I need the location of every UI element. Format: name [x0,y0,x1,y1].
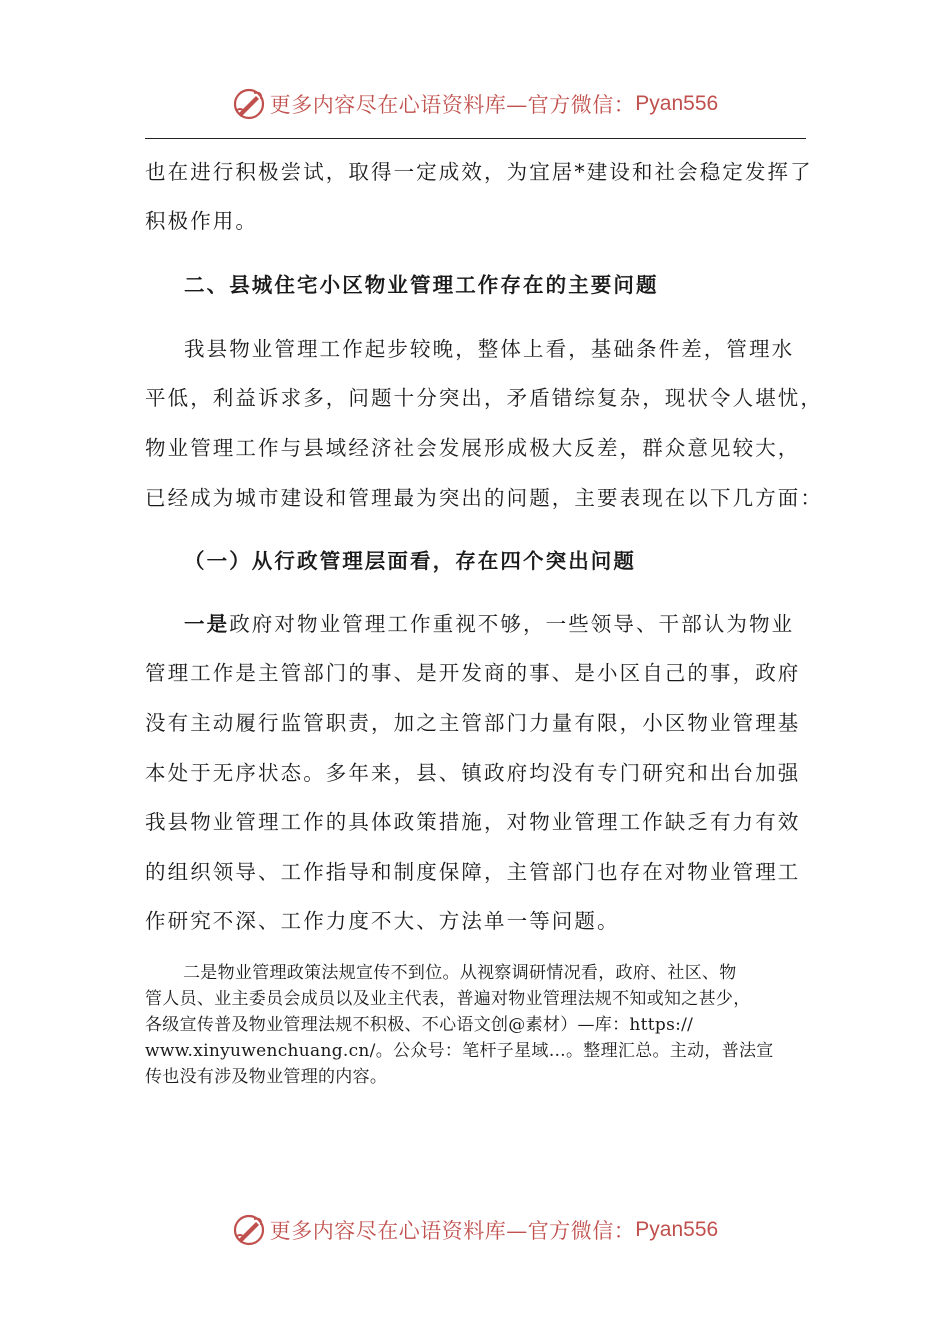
banner-text: 更多内容尽在心语资料库—官方微信： [269,93,636,117]
text-line: 本处于无序状态。多年来，县、镇政府均没有专门研究和出台加强 [145,761,801,785]
text-line: 已经成为城市建设和管理最为突出的问题，主要表现在以下几方面： [145,486,823,510]
text-line: 我县物业管理工作起步较晚，整体上看，基础条件差，管理水 [184,337,795,361]
text-line: 平低，利益诉求多，问题十分突出，矛盾错综复杂，现状令人堪忧， [145,386,823,410]
small-text-line: 各级宣传普及物业管理法规不积极、不心语文创@素材）—库：https:// [145,1015,694,1035]
banner-text: 更多内容尽在心语资料库—官方微信： [269,1219,636,1243]
banner-wechat-id: Pyan556 [635,1218,719,1241]
point-lead: 一是 [184,612,230,636]
section-heading: 二、县城住宅小区物业管理工作存在的主要问题 [184,273,659,297]
pen-logo-icon [232,87,266,121]
small-text-line: www.xinyuwenchuang.cn/。公众号：笔杆子星域…。整理汇总。主动，普法宣 [145,1041,774,1061]
small-text-line: 二是物业管理政策法规宣传不到位。从视察调研情况看，政府、社区、物 [183,963,737,983]
text-line: 物业管理工作与县域经济社会发展形成极大反差，群众意见较大， [145,436,801,460]
sub-heading: （一）从行政管理层面看，存在四个突出问题 [184,549,636,573]
text-line: 作研究不深、工作力度不大、方法单一等问题。 [145,909,620,933]
text-line: 没有主动履行监管职责，加之主管部门力量有限，小区物业管理基 [145,711,801,735]
small-text-line: 管人员、业主委员会成员以及业主代表，普遍对物业管理法规不知或知之甚少， [145,989,751,1009]
small-text-line: 传也没有涉及物业管理的内容。 [145,1067,388,1087]
text-line: 我县物业管理工作的具体政策措施，对物业管理工作缺乏有力有效 [145,810,801,834]
banner-wechat-id: Pyan556 [635,92,719,115]
footer-banner [0,1206,950,1254]
text-line: 积极作用。 [145,209,258,233]
point-text: 政府对物业管理工作重视不够，一些领导、干部认为物业 [229,612,795,636]
header-banner [0,80,950,128]
text-line [184,610,794,638]
pen-logo-icon [232,1213,266,1247]
text-line: 也在进行积极尝试，取得一定成效，为宜居*建设和社会稳定发挥了 [145,160,813,184]
text-line: 管理工作是主管部门的事、是开发商的事、是小区自己的事，政府 [145,661,801,685]
header-divider [145,138,806,139]
text-line: 的组织领导、工作指导和制度保障，主管部门也存在对物业管理工 [145,860,801,884]
